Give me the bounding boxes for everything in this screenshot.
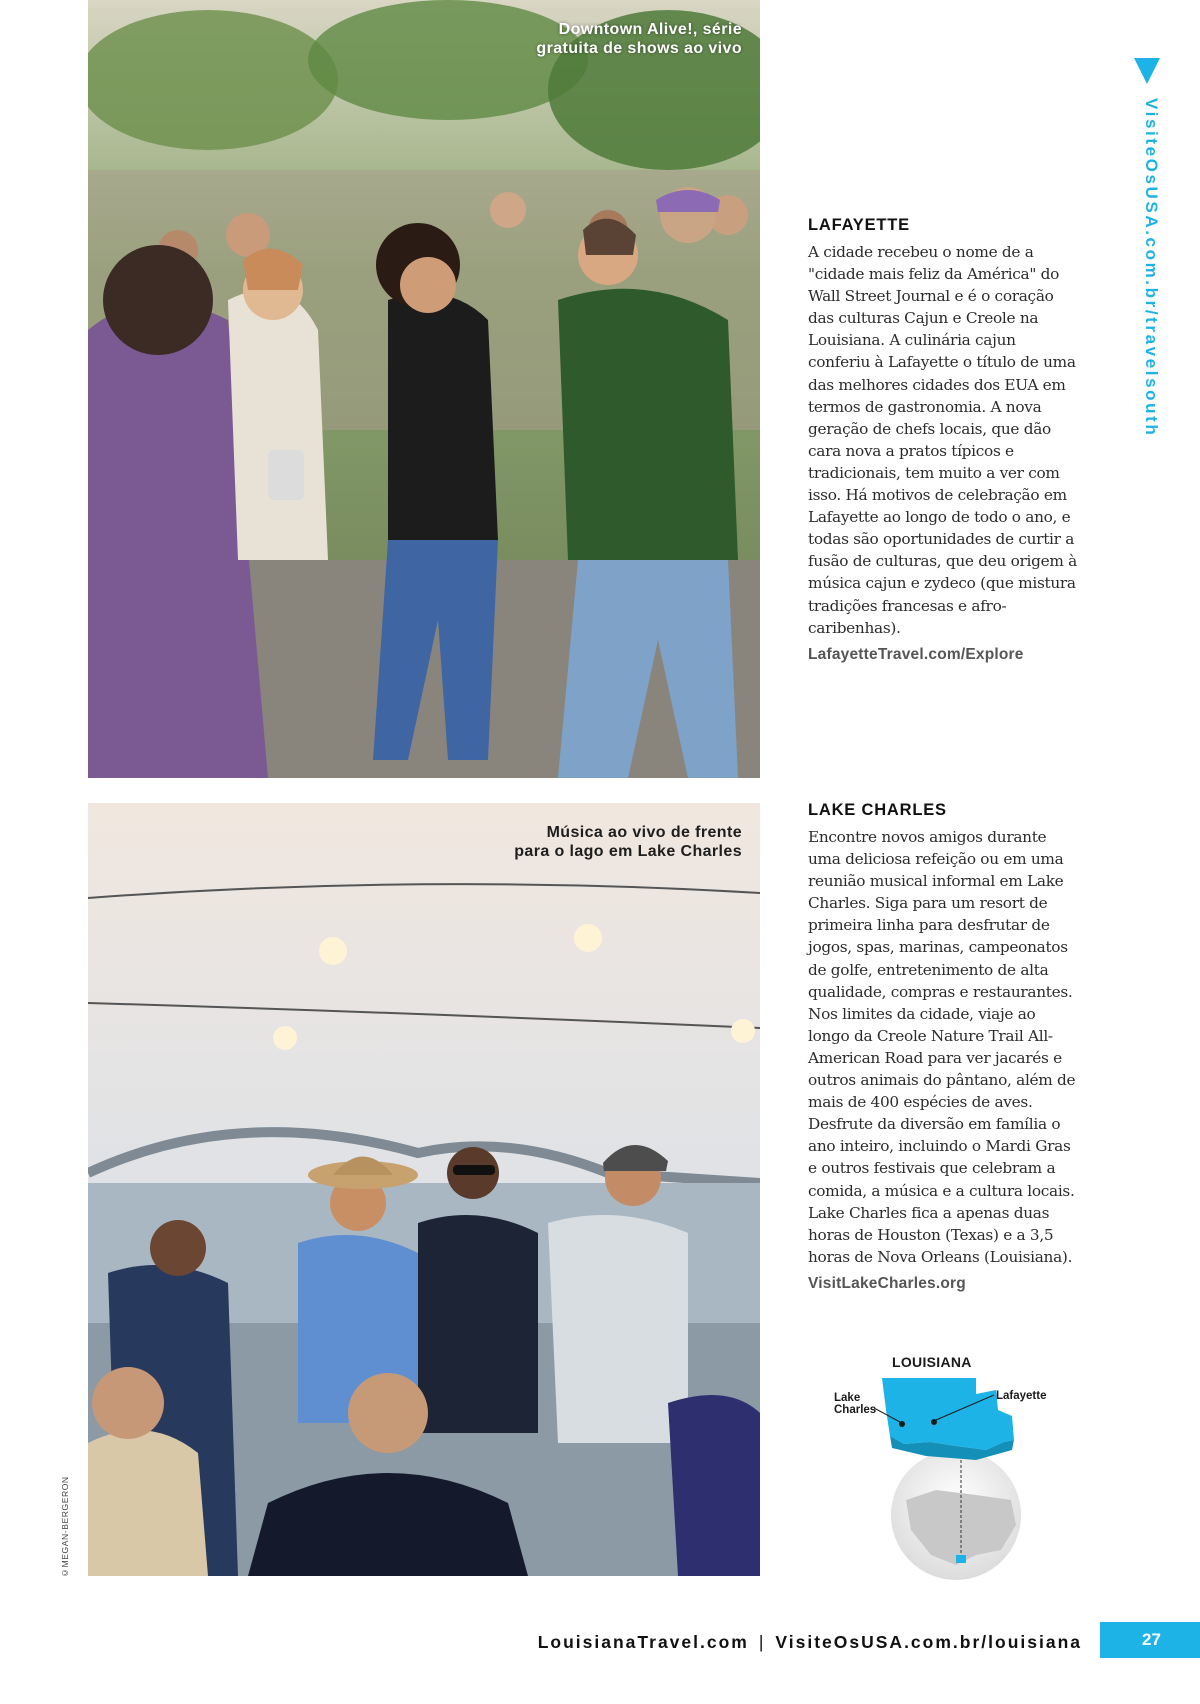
page-number: 27 <box>1100 1622 1200 1658</box>
section-body-lake-charles: Encontre novos amigos durante uma deliciosa refeição ou em uma reunião musical informal em Lake Charles. Siga para um resort de primeira linha para desfrutar de jogos, spas, marinas, campeonatos de golfe, entretenimento de alta qualidade, compras e restaurantes. Nos limites da cidade, viaje ao longo da Creole Nature Trail All-American Road para ver jacarés e outros animais do pântano, além de mais de 400 espécies de aves. Desfrute da diversão em família o ano inteiro, incluindo o Mardi Gras e outros festivais que celebram a comida, a música e a cultura locais. Lake Charles fica a apenas duas horas de Houston (Texas) e a 3,5 horas de Nova Orleans (Louisiana). <box>808 828 1076 1266</box>
louisiana-map <box>826 1350 1076 1580</box>
map-label-lake-charles: Lake Charles <box>834 1392 877 1416</box>
musicians-illustration <box>88 803 760 1576</box>
map-label-lafayette: Lafayette <box>996 1390 1047 1402</box>
footer-links <box>538 1632 1082 1653</box>
link-lafayette-travel[interactable]: LafayetteTravel.com/Explore <box>808 645 1024 663</box>
photo-downtown-alive <box>88 0 760 778</box>
photo-lake-charles-music <box>88 803 760 1576</box>
vertical-link-travelsouth[interactable]: VisiteOsUSA.com.br/travelsouth <box>1142 98 1161 438</box>
dancers-illustration <box>88 0 760 778</box>
photo-credit: ©MEGAN-BERGERON <box>60 1476 70 1578</box>
section-lafayette <box>808 214 1078 664</box>
photo-caption-top: Downtown Alive!, série gratuita de shows ao vivo <box>536 21 742 57</box>
section-body-lafayette: A cidade recebeu o nome de a "cidade mais feliz da América" do Wall Street Journal e é o coração das culturas Cajun e Creole na Louisiana. A culinária cajun conferiu à Lafayette o título de uma das melhores cidades dos EUA em termos de gastronomia. A nova geração de chefs locais, que dão cara nova a pratos típicos e tradicionais, tem muito a ver com isso. Há motivos de celebração em Lafayette ao longo de todo o ano, e todas são oportunidades de curtir a fusão de culturas, que deu origem à música cajun e zydeco (que mistura tradições francesas e afro-caribenhas). <box>808 243 1077 637</box>
map-illustration <box>826 1350 1076 1580</box>
section-title-lafayette: LAFAYETTE <box>808 216 910 234</box>
footer-link-visiteosusa[interactable]: VisiteOsUSA.com.br/louisiana <box>775 1632 1082 1652</box>
link-visit-lake-charles[interactable]: VisitLakeCharles.org <box>808 1274 966 1292</box>
photo-caption-bottom: Música ao vivo de frente para o lago em Lake Charles <box>514 824 742 860</box>
footer-separator: | <box>758 1632 766 1652</box>
section-title-lake-charles: LAKE CHARLES <box>808 801 947 819</box>
footer-link-louisiana-travel[interactable]: LouisianaTravel.com <box>537 1632 749 1652</box>
section-lake-charles <box>808 799 1078 1293</box>
map-title: LOUISIANA <box>892 1354 972 1370</box>
triangle-marker-icon <box>1134 58 1160 84</box>
